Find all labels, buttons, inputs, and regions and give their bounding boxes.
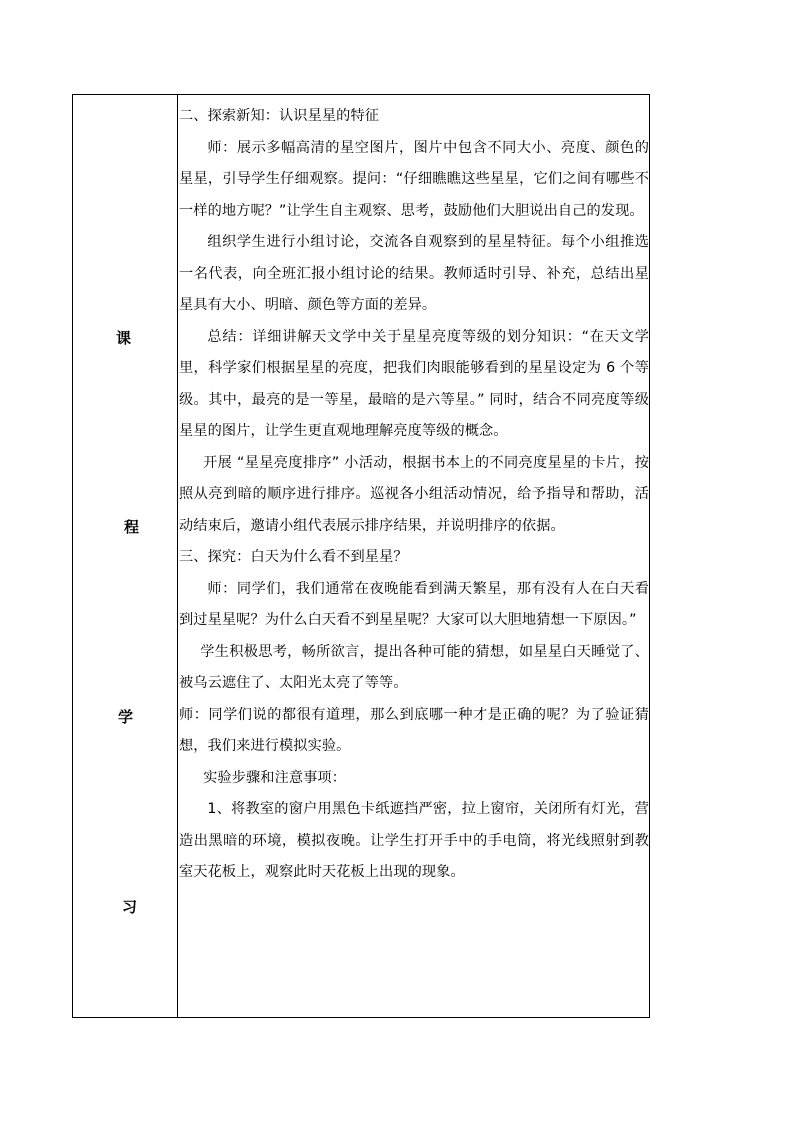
- paragraph-experiment-steps-heading: 实验步骤和注意事项：: [203, 769, 347, 786]
- paragraph-experiment-step-1: 1、将教室的窗户用黑色卡纸遮挡严密，拉上窗帘，关闭所有灯光，营造出黑暗的环境，模拟夜晚。让学生打开手中的手电筒，将光线照射到教室天花板上，观察此时天花板上出现的现象。: [179, 801, 649, 880]
- section-heading-explore: 二、探索新知：认识星星的特征: [179, 108, 380, 124]
- paragraph-teacher-question: 师：同学们，我们通常在夜晚能看到满天繁星，那有没有人在白天看到过星星呢？为什么白天看不到星星呢？大家可以大胆地猜想一下原因。”: [179, 580, 649, 628]
- paragraph-sorting-activity: 开展 “星星亮度排序” 小活动，根据书本上的不同亮度星星的卡片，按照从亮到暗的顺序进行排序。巡视各小组活动情况，给予指导和帮助，活动结束后，邀请小组代表展示排序结果，并说明排序的依据。: [179, 454, 649, 534]
- paragraph-teacher-show-images: 师：展示多幅高清的星空图片，图片中包含不同大小、亮度、颜色的星星，引导学生仔细观察。提问：“仔细瞧瞧这些星星，它们之间有哪些不一样的地方呢？”让学生自主观察、思考，鼓励他们大胆说出自己的发现。: [179, 139, 649, 219]
- side-label-xi: 习: [121, 898, 137, 916]
- paragraph-group-discussion: 组织学生进行小组讨论，交流各自观察到的星星特征。每个小组推选一名代表，向全班汇报小组讨论的结果。教师适时引导、补充，总结出星星具有大小、明暗、颜色等方面的差异。: [179, 234, 649, 313]
- lesson-content-cell: [178, 95, 649, 1017]
- section-heading-daytime: 三、探究：白天为什么看不到星星？: [179, 549, 408, 565]
- side-label-cheng: 程: [123, 518, 139, 536]
- side-label-column: [73, 95, 178, 1017]
- paragraph-student-guesses: 学生积极思考，畅所欲言，提出各种可能的猜想，如星星白天睡觉了、被乌云遮住了、太阳光太亮了等等。: [179, 643, 649, 691]
- side-label-ke: 课: [115, 329, 131, 347]
- lesson-table: [72, 94, 650, 1018]
- side-label-xue: 学: [117, 708, 133, 726]
- paragraph-teacher-experiment-intro: 师：同学们说的都很有道理，那么到底哪一种才是正确的呢？为了验证猜想，我们来进行模拟实验。: [179, 706, 649, 754]
- paragraph-summary-brightness: 总结：详细讲解天文学中关于星星亮度等级的划分知识：“在天文学里，科学家们根据星星的亮度，把我们肉眼能够看到的星星设定为 6 个等级。其中，最亮的是一等星，最暗的是六等星。” 同时，结合不同亮度等级星星的图片，让学生更直观地理解亮度等级的概念。: [179, 328, 649, 439]
